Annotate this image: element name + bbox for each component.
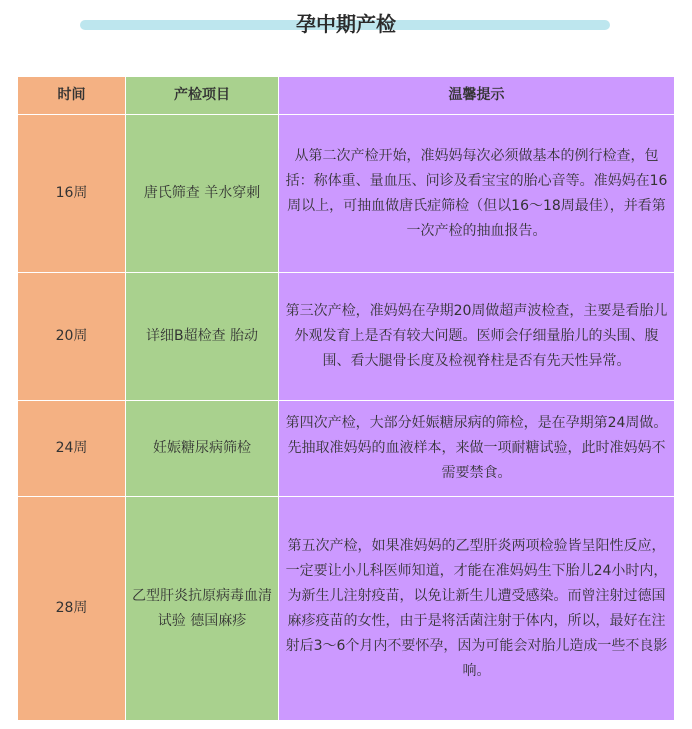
cell-tip: 从第二次产检开始，准妈妈每次必须做基本的例行检查，包括：称体重、量血压、问诊及看宝宝的胎心音等。准妈妈在16周以上，可抽血做唐氏症筛检（但以16～18周最佳），并看第一次产检的抽血报告。	[279, 115, 675, 273]
header-check-items: 产检项目	[126, 77, 279, 115]
cell-tip: 第四次产检，大部分妊娠糖尿病的筛检，是在孕期第24周做。先抽取准妈妈的血液样本，来做一项耐糖试验，此时准妈妈不需要禁食。	[279, 401, 675, 497]
table-row	[18, 273, 675, 401]
cell-check-items: 唐氏筛查 羊水穿刺	[126, 115, 279, 273]
page-title: 孕中期产检	[296, 12, 396, 36]
cell-check-items: 乙型肝炎抗原病毒血清试验 德国麻疹	[126, 497, 279, 721]
cell-tip: 第五次产检，如果准妈妈的乙型肝炎两项检验皆呈阳性反应，一定要让小儿科医师知道，才能在准妈妈生下胎儿24小时内，为新生儿注射疫苗，以免让新生儿遭受感染。而曾注射过德国麻疹疫苗的女性，由于是将活菌注射于体内，所以，最好在注射后3～6个月内不要怀孕，因为可能会对胎儿造成一些不良影响。	[279, 497, 675, 721]
table-header-row	[18, 77, 675, 115]
prenatal-check-table	[17, 76, 675, 721]
table-row	[18, 115, 675, 273]
cell-time: 28周	[18, 497, 126, 721]
cell-time: 20周	[18, 273, 126, 401]
cell-check-items: 妊娠糖尿病筛检	[126, 401, 279, 497]
header-tips: 温馨提示	[279, 77, 675, 115]
table-row	[18, 401, 675, 497]
cell-tip: 第三次产检，准妈妈在孕期20周做超声波检查，主要是看胎儿外观发育上是否有较大问题。医师会仔细量胎儿的头围、腹围、看大腿骨长度及检视脊柱是否有先天性异常。	[279, 273, 675, 401]
cell-time: 24周	[18, 401, 126, 497]
table-row	[18, 497, 675, 721]
cell-check-items: 详细B超检查 胎动	[126, 273, 279, 401]
header-time: 时间	[18, 77, 126, 115]
cell-time: 16周	[18, 115, 126, 273]
